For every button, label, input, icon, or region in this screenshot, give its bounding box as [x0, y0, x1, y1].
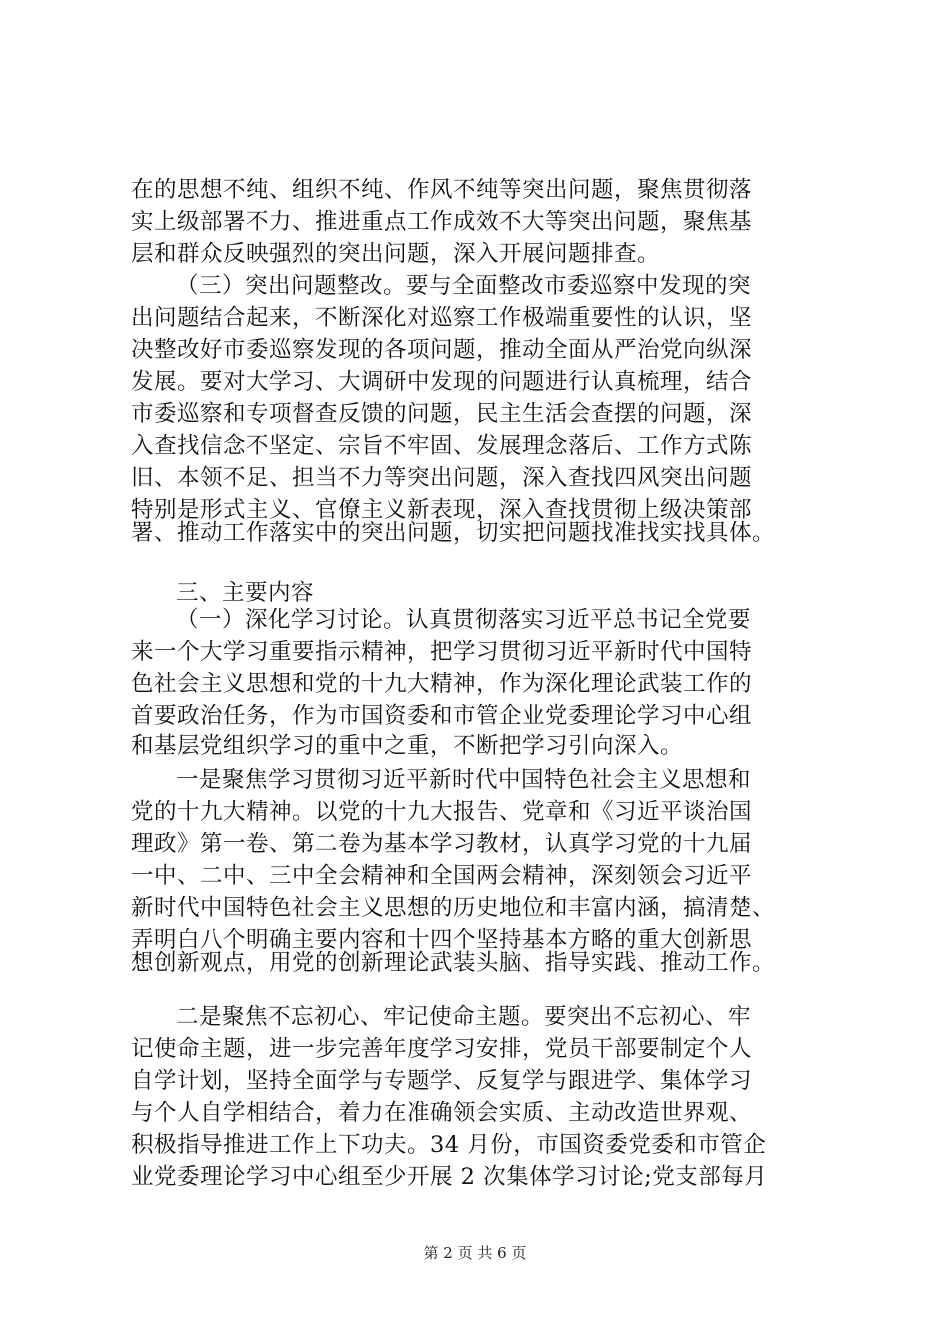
text-line: 积极指导推进工作上下功夫。34 月份，市国资委党委和市管企: [131, 1132, 767, 1158]
page-number-footer: 第 2 页 共 6 页: [423, 1244, 527, 1262]
text-line: 一中、二中、三中全会精神和全国两会精神，深刻领会习近平: [131, 863, 753, 889]
text-line: 市委巡察和专项督查反馈的问题，民主生活会查摆的问题，深: [131, 401, 753, 427]
text-line: 署、推动工作落实中的突出问题，切实把问题找准找实找具体。: [131, 520, 776, 546]
text-line: 在的思想不纯、组织不纯、作风不纯等突出问题，聚焦贯彻落: [131, 177, 753, 203]
text-line: 发展。要对大学习、大调研中发现的问题进行认真梳理，结合: [131, 369, 753, 395]
text-line: 实上级部署不力、推进重点工作成效不大等突出问题，聚焦基: [131, 209, 753, 235]
text-line: 层和群众反映强烈的突出问题，深入开展问题排查。: [131, 241, 661, 267]
text-line: 色社会主义思想和党的十九大精神，作为深化理论武装工作的: [131, 671, 753, 697]
text-line: 弄明白八个明确主要内容和十四个坚持基本方略的重大创新思: [131, 927, 753, 953]
section-heading: 三、主要内容: [176, 580, 315, 606]
paragraph-start-line: 一是聚焦学习贯彻习近平新时代中国特色社会主义思想和: [176, 767, 752, 793]
text-line: 记使命主题，进一步完善年度学习安排，党员干部要制定个人: [131, 1036, 753, 1062]
text-line: 旧、本领不足、担当不力等突出问题，深入查找四风突出问题: [131, 465, 753, 491]
text-line: 入查找信念不坚定、宗旨不牢固、发展理念落后、工作方式陈: [131, 433, 753, 459]
paragraph-start-line: 二是聚焦不忘初心、牢记使命主题。要突出不忘初心、牢: [176, 1004, 752, 1030]
text-line: 自学计划，坚持全面学与专题学、反复学与跟进学、集体学习: [131, 1068, 753, 1094]
text-line: 与个人自学相结合，着力在准确领会实质、主动改造世界观、: [131, 1100, 753, 1126]
text-line: 党的十九大精神。以党的十九大报告、党章和《习近平谈治国: [131, 799, 753, 825]
text-line: 理政》第一卷、第二卷为基本学习教材，认真学习党的十九届: [131, 831, 753, 857]
text-line: 出问题结合起来，不断深化对巡察工作极端重要性的认识，坚: [131, 305, 753, 331]
text-line: 特别是形式主义、官僚主义新表现，深入查找贯彻上级决策部: [131, 497, 753, 523]
paragraph-start-line: （一）深化学习讨论。认真贯彻落实习近平总书记全党要: [176, 607, 752, 633]
text-line: 来一个大学习重要指示精神，把学习贯彻习近平新时代中国特: [131, 639, 753, 665]
text-line: 新时代中国特色社会主义思想的历史地位和丰富内涵，搞清楚、: [131, 895, 776, 921]
text-line: 和基层党组织学习的重中之重，不断把学习引向深入。: [131, 733, 684, 759]
paragraph-start-line: （三）突出问题整改。要与全面整改市委巡察中发现的突: [176, 273, 752, 299]
text-line: 想创新观点，用党的创新理论武装头脑、指导实践、推动工作。: [131, 950, 776, 976]
text-line: 决整改好市委巡察发现的各项问题，推动全面从严治党向纵深: [131, 337, 753, 363]
text-line: 首要政治任务，作为市国资委和市管企业党委理论学习中心组: [131, 703, 753, 729]
text-line: 业党委理论学习中心组至少开展 2 次集体学习讨论;党支部每月: [131, 1164, 768, 1190]
